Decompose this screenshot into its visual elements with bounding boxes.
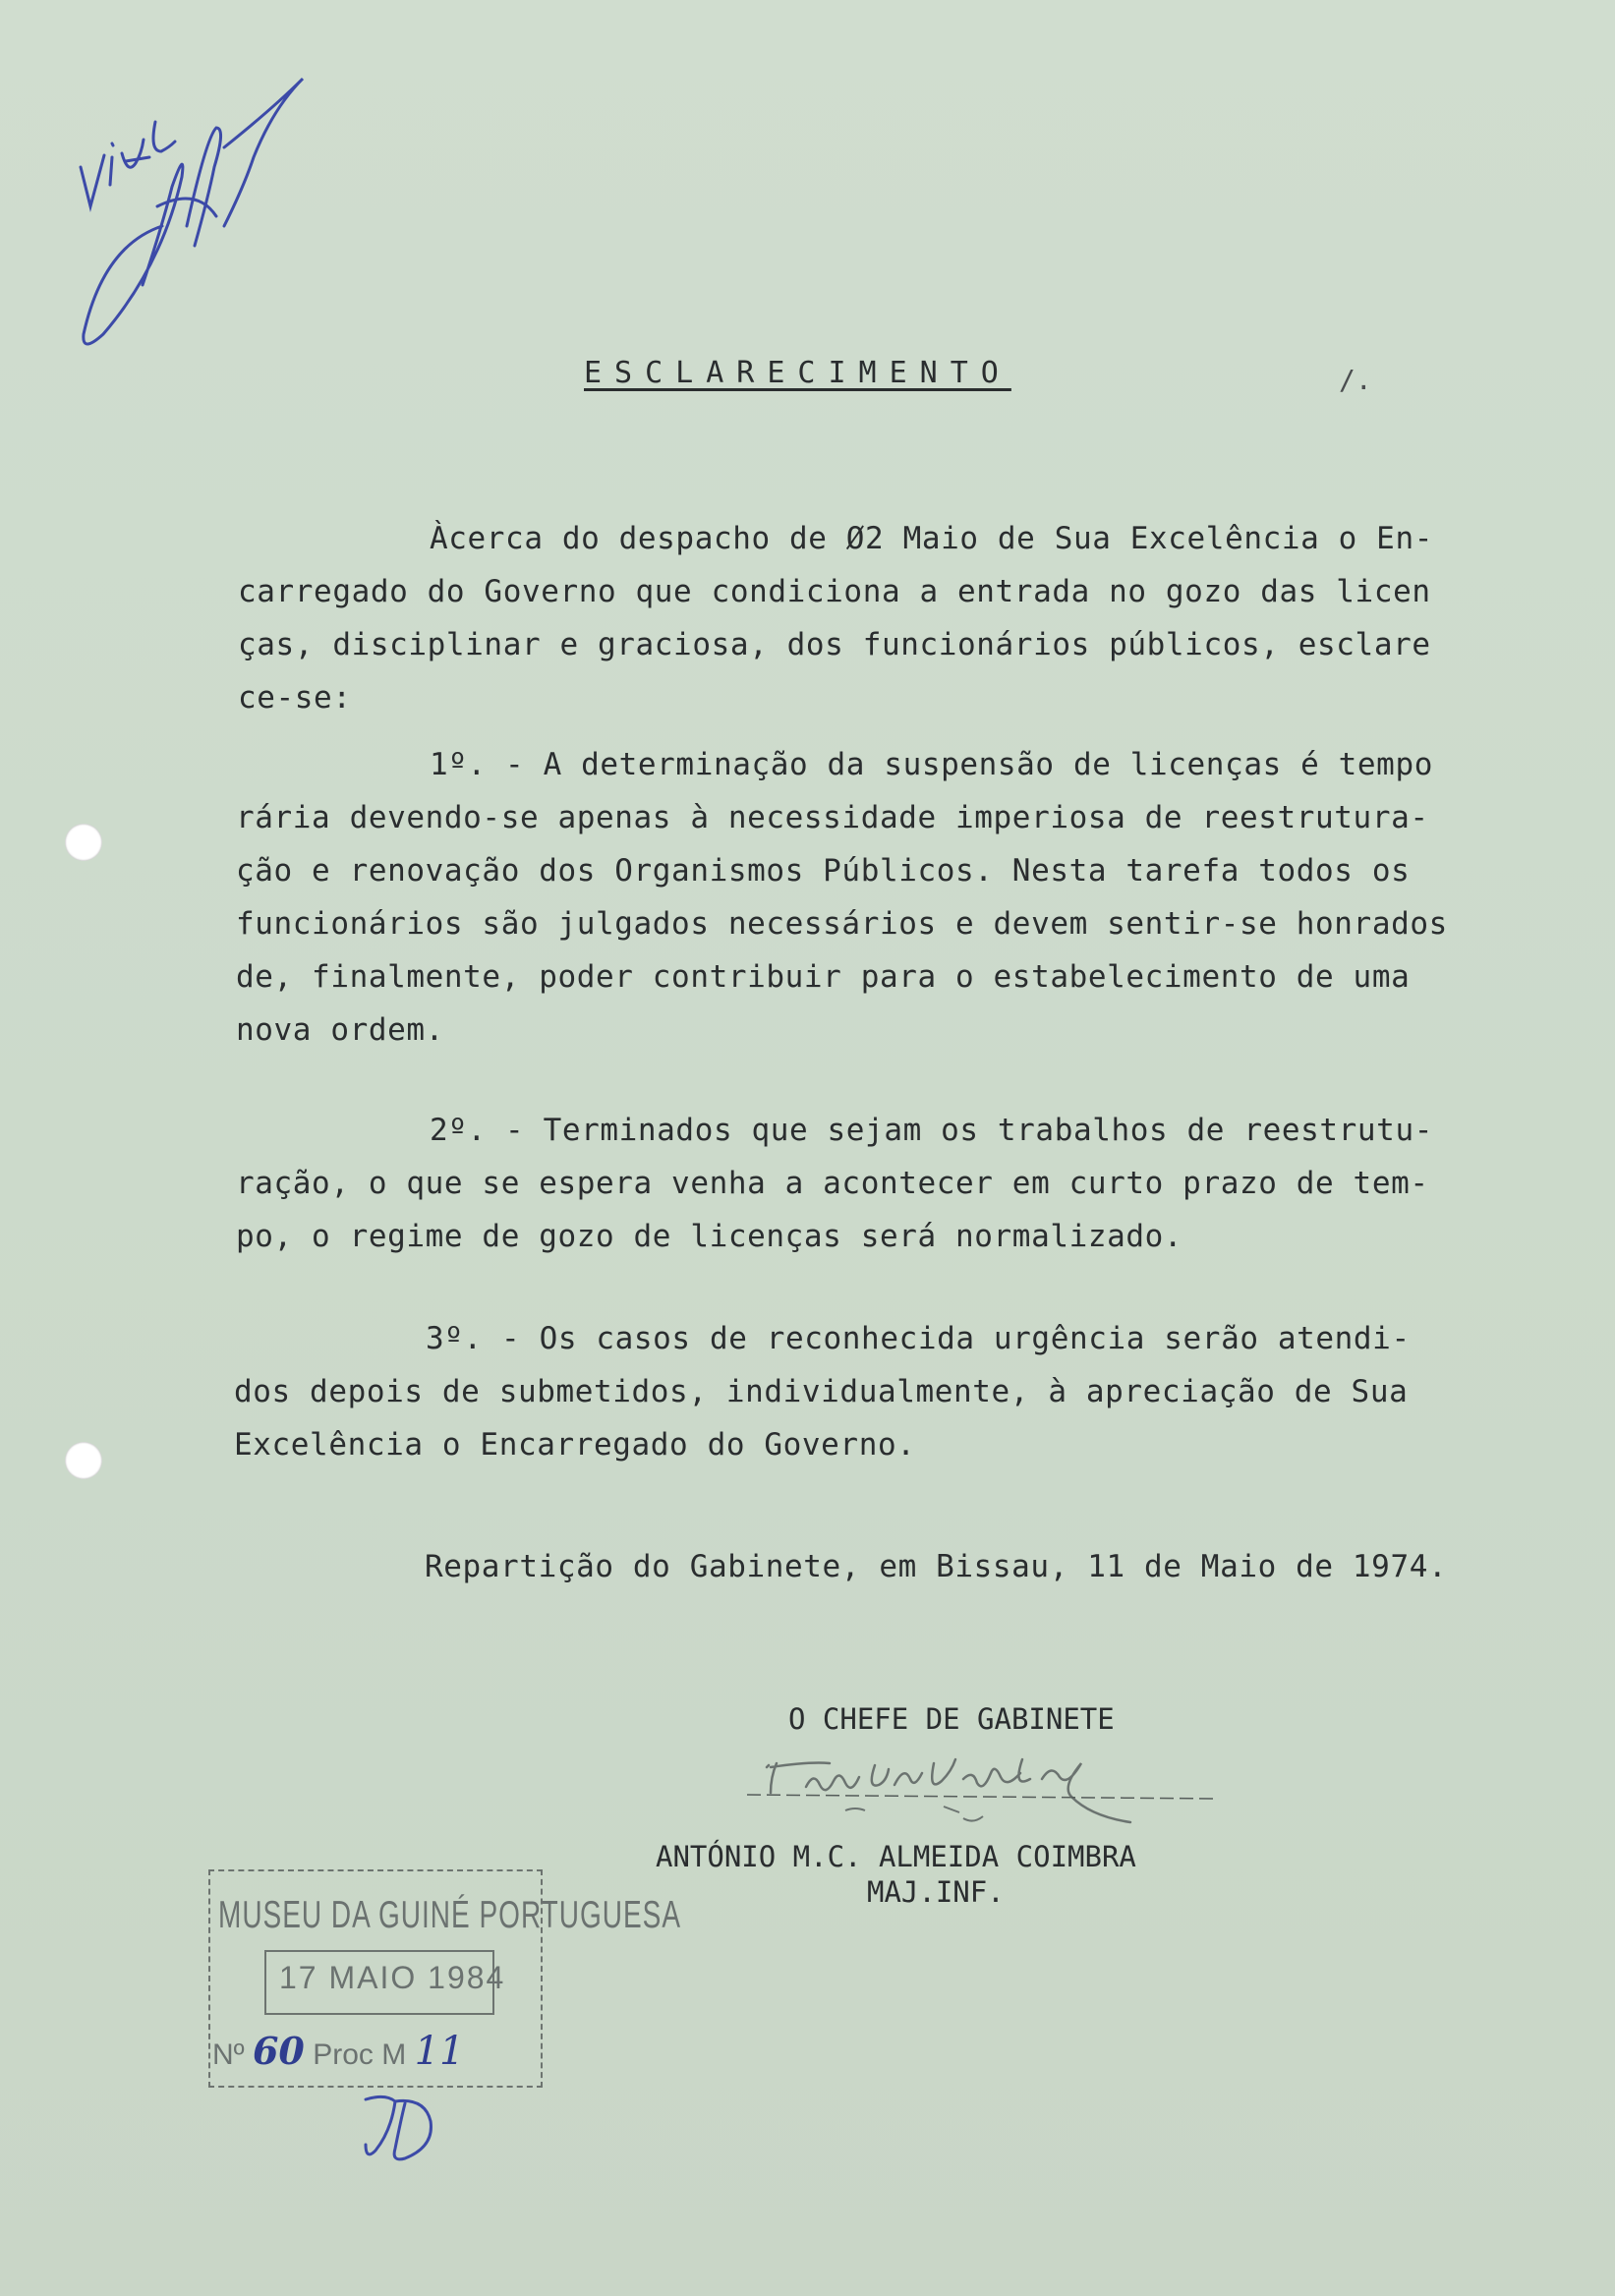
stray-mark: /.: [1339, 364, 1372, 396]
signatory-name: ANTÓNIO M.C. ALMEIDA COIMBRA: [656, 1840, 1136, 1873]
handwritten-initials: [356, 2092, 444, 2170]
intro-line: ças, disciplinar e graciosa, dos funcionários públicos, esclare: [238, 627, 1431, 662]
signature-role: O CHEFE DE GABINETE: [788, 1702, 1115, 1736]
intro-line: Àcerca do despacho de Ø2 Maio de Sua Excelência o En-: [430, 521, 1433, 556]
intro-line: carregado do Governo que condiciona a entrada no gozo das licen: [238, 574, 1431, 609]
stamp-number: 60: [252, 2029, 305, 2073]
stamp-proc-number: 11: [414, 2029, 465, 2074]
point-line: nova ordem.: [236, 1012, 444, 1048]
point-line: ção e renovação dos Organismos Públicos. Nesta tarefa todos os: [236, 853, 1411, 889]
handwritten-visto-note: [39, 59, 334, 364]
point-line: po, o regime de gozo de licenças será normalizado.: [236, 1219, 1183, 1254]
point-line: 3º. - Os casos de reconhecida urgência serão atendi-: [426, 1321, 1411, 1356]
stamp-institution: MUSEU DA GUINÉ PORTUGUESA: [218, 1893, 682, 1936]
intro-line: ce-se:: [238, 680, 352, 716]
point-line: funcionários são julgados necessários e devem sentir-se honrados: [236, 906, 1448, 942]
point-line: dos depois de submetidos, individualmente, à apreciação de Sua: [234, 1374, 1409, 1409]
punch-hole-top: [65, 824, 102, 861]
point-line: de, finalmente, poder contribuir para o estabelecimento de uma: [236, 959, 1411, 995]
document-title: ESCLARECIMENTO: [584, 356, 1011, 390]
stamp-number-label: Nº: [212, 2038, 245, 2071]
point-line: 2º. - Terminados que sejam os trabalhos de reestrutu-: [430, 1113, 1433, 1148]
place-date-line: Repartição do Gabinete, em Bissau, 11 de Maio de 1974.: [425, 1549, 1448, 1584]
point-line: Excelência o Encarregado do Governo.: [234, 1427, 916, 1463]
punch-hole-bottom: [65, 1442, 102, 1479]
stamp-proc-label: Proc M: [313, 2038, 407, 2071]
signatory-rank: MAJ.INF.: [867, 1875, 1005, 1909]
stamp-date: 17 MAIO 1984: [279, 1960, 506, 1995]
museum-stamp: [208, 1869, 682, 2088]
point-line: rária devendo-se apenas à necessidade imperiosa de reestrutura-: [236, 800, 1429, 835]
stamp-proc-line: [212, 2029, 464, 2074]
point-line: ração, o que se espera venha a acontecer em curto prazo de tem-: [236, 1166, 1429, 1201]
point-line: 1º. - A determinação da suspensão de licenças é tempo: [430, 747, 1433, 782]
